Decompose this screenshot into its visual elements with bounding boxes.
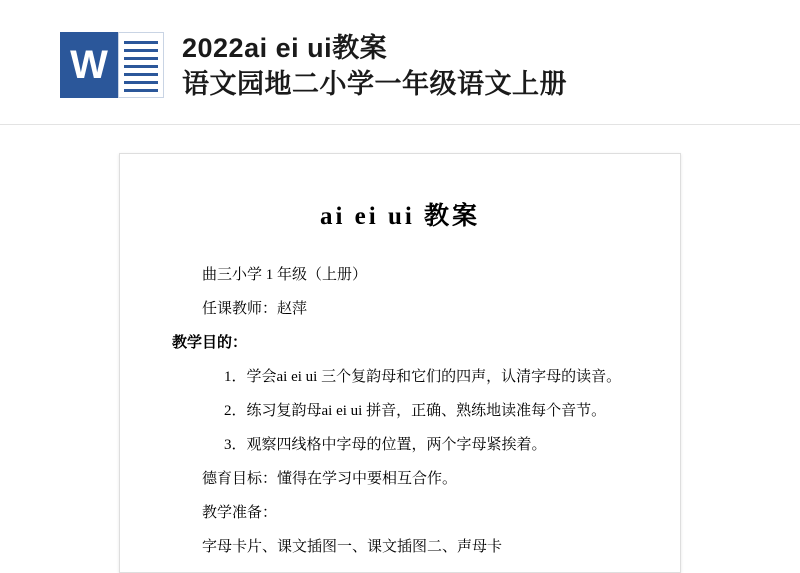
document-paragraph: 字母卡片、课文插图一、课文插图二、声母卡 bbox=[202, 539, 503, 555]
document-paragraph: 德育目标：懂得在学习中要相互合作。 bbox=[202, 471, 458, 487]
header-divider bbox=[0, 124, 800, 125]
page-header bbox=[0, 0, 800, 100]
document-paragraph: 曲三小学 1 年级（上册） bbox=[202, 267, 368, 283]
page-title-line-1: 2022ai ei ui教案 bbox=[182, 33, 388, 63]
page-title-line-2: 语文园地二小学一年级语文上册 bbox=[182, 69, 567, 99]
document-preview-page[interactable] bbox=[119, 153, 681, 573]
page-title bbox=[182, 28, 567, 102]
document-paragraph: 教学目的： bbox=[172, 335, 248, 351]
document-paragraph: 教学准备： bbox=[202, 505, 278, 521]
document-paragraph: 1．学会ai ei ui 三个复韵母和它们的四声，认清字母的读音。 bbox=[224, 369, 622, 385]
document-paragraph: 2．练习复韵母ai ei ui 拼音，正确、熟练地读准每个音节。 bbox=[224, 403, 607, 419]
document-paragraph: 任课教师：赵萍 bbox=[202, 301, 308, 317]
word-icon-page bbox=[118, 32, 164, 98]
word-icon-letter: W bbox=[60, 32, 118, 98]
word-document-icon bbox=[60, 32, 164, 98]
document-title: ai ei ui 教案 bbox=[319, 203, 481, 230]
document-paragraph: 3．观察四线格中字母的位置，两个字母紧挨着。 bbox=[224, 437, 547, 453]
